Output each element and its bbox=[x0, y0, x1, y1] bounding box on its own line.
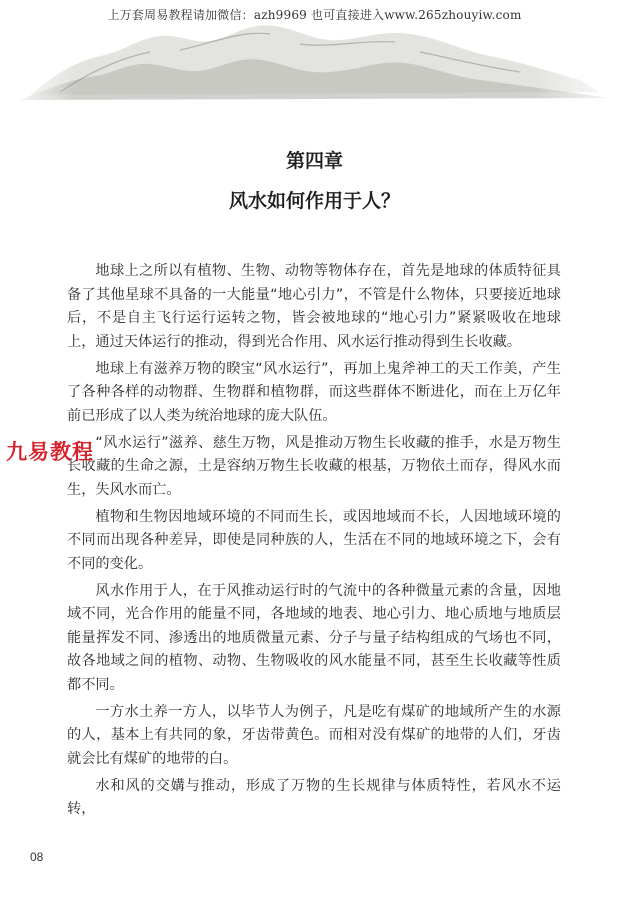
page-number: 08 bbox=[30, 850, 44, 864]
paragraph: 植物和生物因地域环境的不同而生长，或因地域而不长，人因地域环境的不同而出现各种差异，即使是同种族的人，生活在不同的地域环境之下，会有不同的变化。 bbox=[67, 508, 561, 572]
chapter-number: 第四章 bbox=[285, 150, 343, 172]
chapter-title: 风水如何作用于人？ bbox=[228, 190, 400, 212]
paragraph: 地球上有滋养万物的睽宝“风水运行”，再加上鬼斧神工的天工作美，产生了各种各样的动物群、生物群和植物群，而这些群体不断进化，而在上万亿年前已形成了以人类为统治地球的庞大队伍。 bbox=[67, 360, 561, 424]
paragraph: 风水作用于人，在于风推动运行时的气流中的各种微量元素的含量，因地域不同，光合作用的能量不同，各地域的地表、地心引力、地心质地与地质层能量挥发不同、渗透出的地质微量元素、分子与量子结构组成的气场也不同，故各地域之间的植物、动物、生物吸收的风水能量不同，甚至生长收藏等性质都不同。 bbox=[67, 582, 561, 693]
watermark-logo: 九易教程 bbox=[6, 440, 94, 464]
paragraph: 一方水土养一方人，以毕节人为例子，凡是吃有煤矿的地域所产生的水源的人，基本上有共同的象，牙齿带黄色。而相对没有煤矿的地带的人们，牙齿就会比有煤矿的地带的白。 bbox=[67, 703, 561, 767]
paragraph: 水和风的交媾与推动，形成了万物的生长规律与体质特性，若风水不运转， bbox=[67, 777, 561, 817]
paragraph: “风水运行”滋养、慈生万物，风是推动万物生长收藏的推手，水是万物生长收藏的生命之源，土是容纳万物生长收藏的根基，万物依土而存，得风水而生，失风水而亡。 bbox=[67, 434, 561, 498]
header-promo-note: 上万套周易教程请加微信：azh9969 也可直接进入www.265zhouyiw.com bbox=[107, 8, 522, 22]
paragraph: 地球上之所以有植物、生物、动物等物体存在，首先是地球的体质特征具备了其他星球不具备的一大能量“地心引力”，不管是什么物体，只要接近地球后，不是自主飞行运行运转之物，皆会被地球的“地心引力”紧紧吸收在地球上，通过天体运行的推动，得到光合作用、风水运行推动得到生长收藏。 bbox=[67, 263, 561, 350]
body-text bbox=[67, 260, 561, 825]
